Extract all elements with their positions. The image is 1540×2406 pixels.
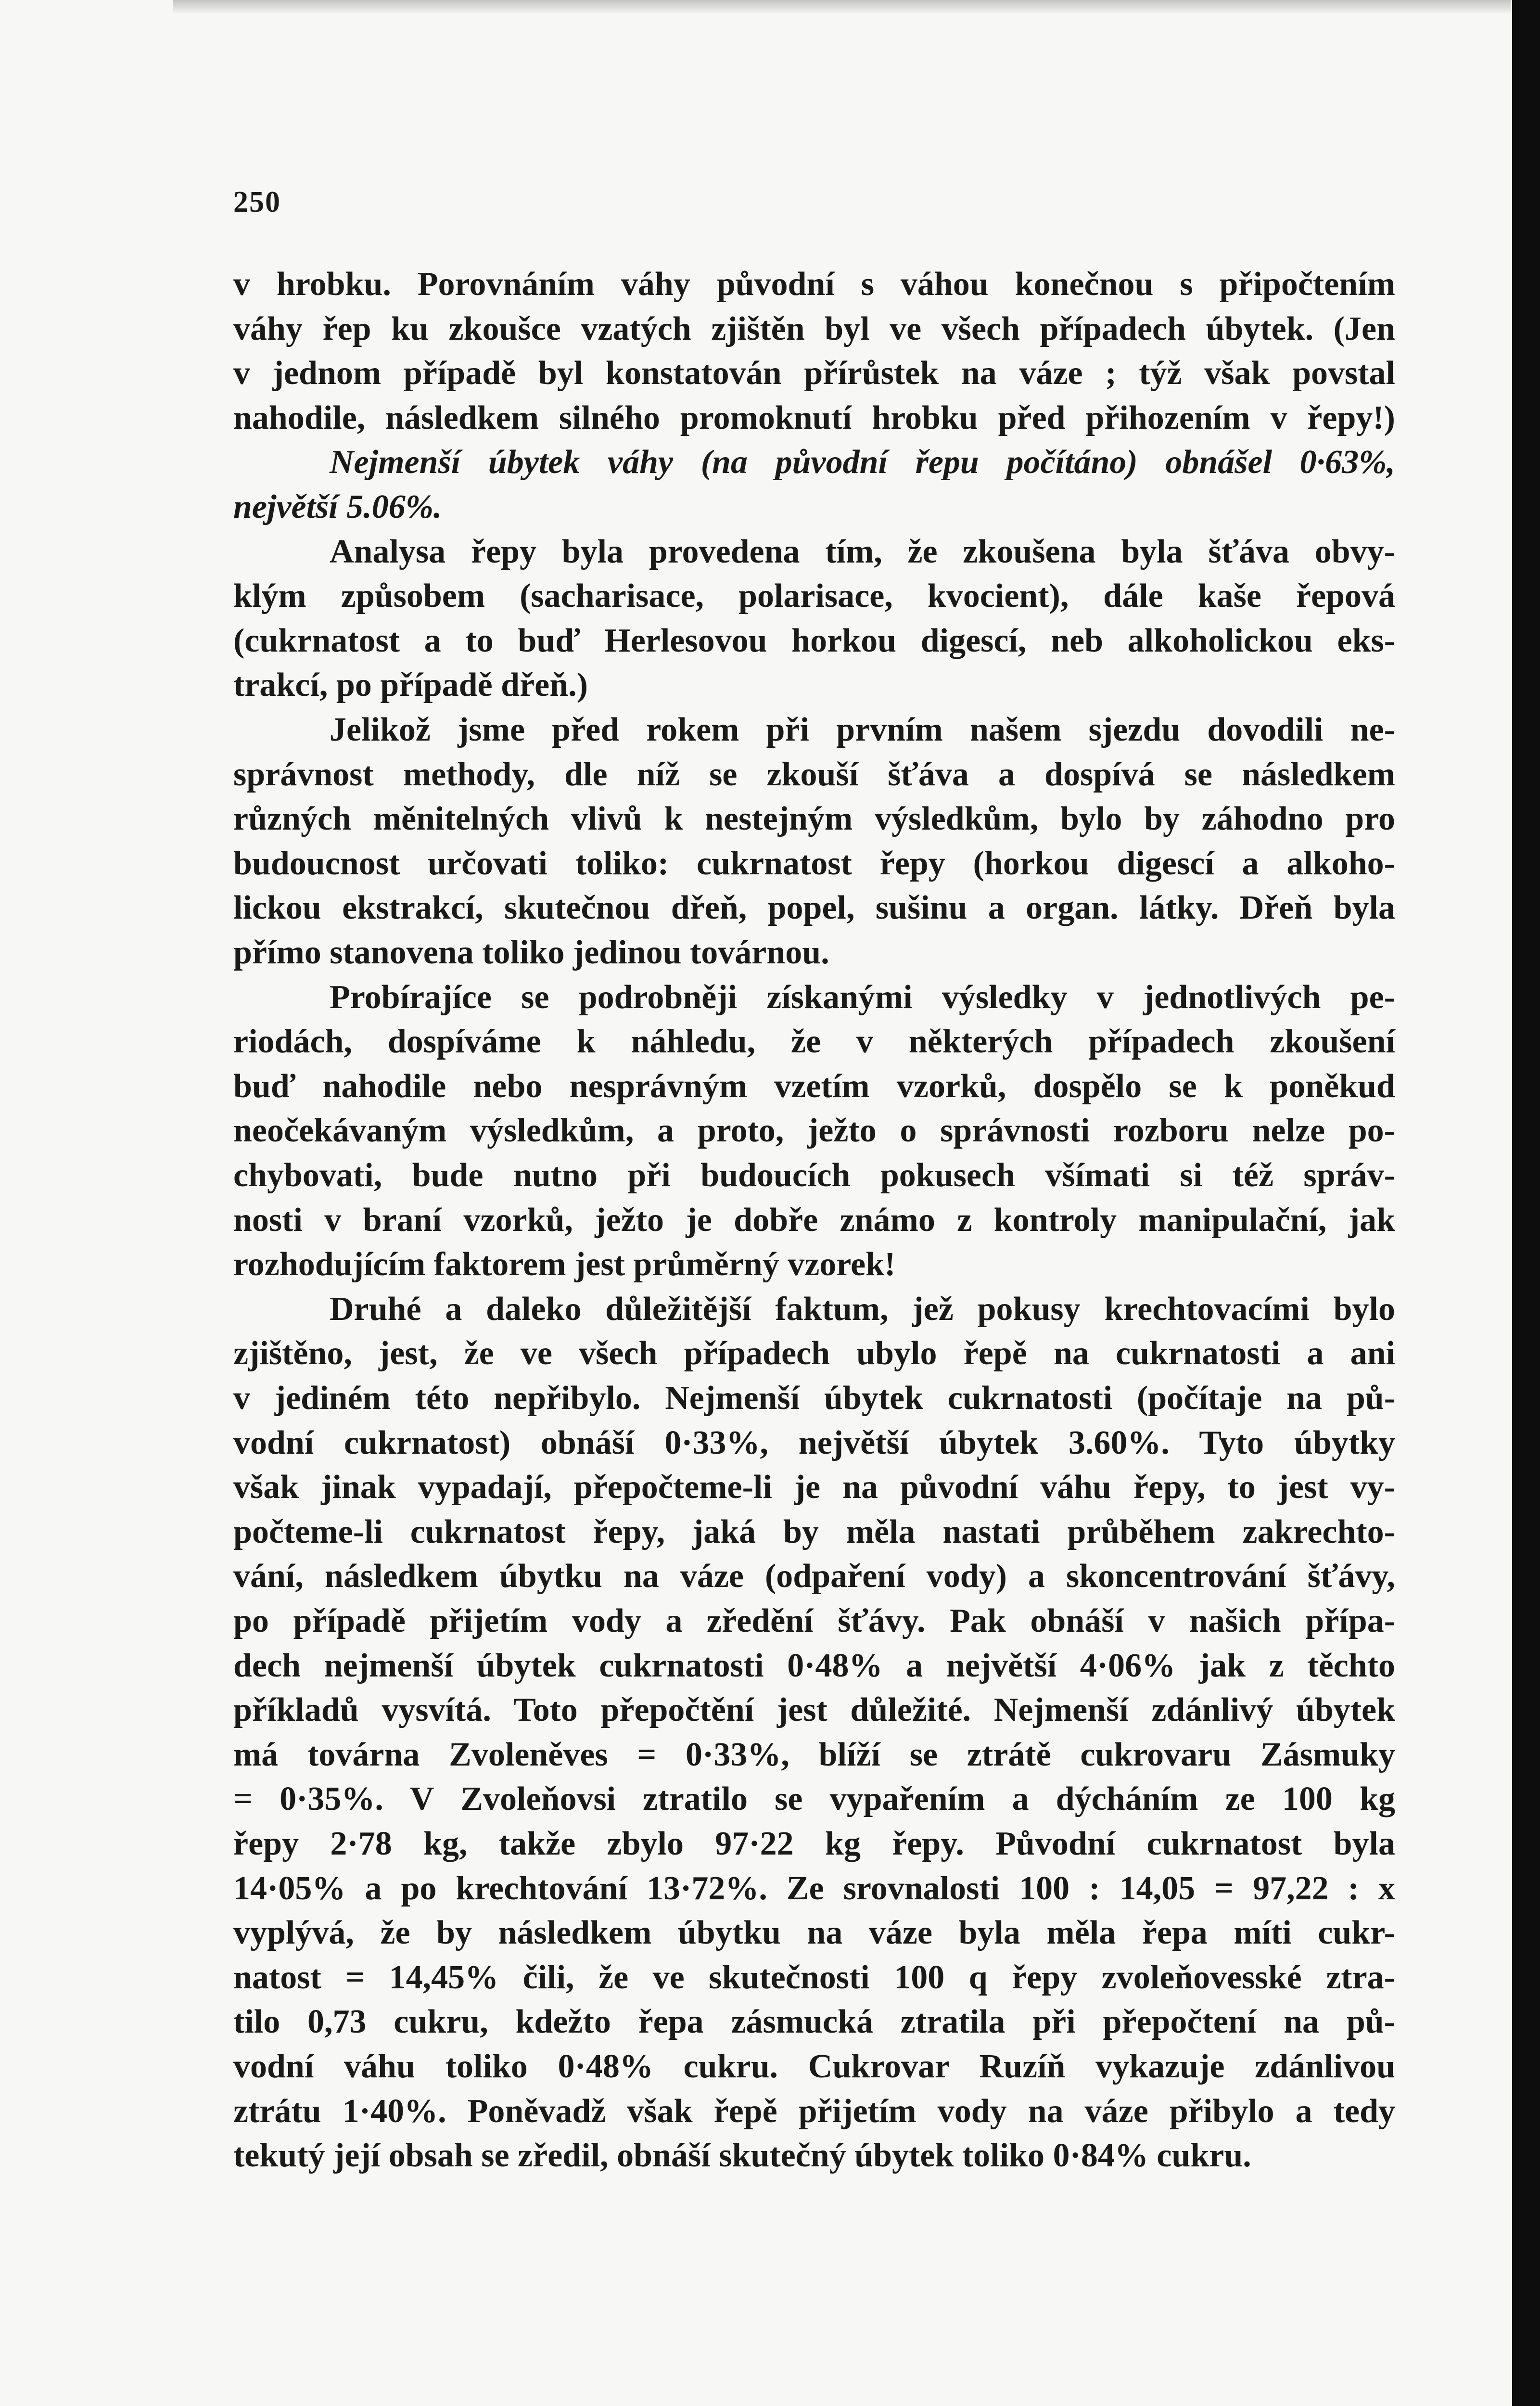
text-line: různých měnitelných vlivů k nestejným výsledkům, bylo by záhodno pro bbox=[233, 800, 1395, 837]
text-line: Analysa řepy byla provedena tím, že zkoušena byla šťáva obvy- bbox=[330, 533, 1395, 570]
text-line: dech nejmenší úbytek cukrnatosti 0·48% a největší 4·06% jak z těchto bbox=[233, 1647, 1395, 1684]
text-line: v jednom případě byl konstatován přírůstek na váze ; týž však povstal bbox=[233, 355, 1395, 392]
text-line: Nejmenší úbytek váhy (na původní řepu počítáno) obnášel 0·63%, bbox=[330, 444, 1395, 481]
text-line: = 0·35%. V Zvoleňovsi ztratilo se vypařením a dýcháním ze 100 kg bbox=[233, 1780, 1395, 1817]
text-line: počteme-li cukrnatost řepy, jaká by měla nastati průběhem zakrechto- bbox=[233, 1513, 1395, 1550]
text-line: však jinak vypadají, přepočteme-li je na původní váhu řepy, to jest vy- bbox=[233, 1469, 1395, 1506]
text-line: v jediném této nepřibylo. Nejmenší úbytek cukrnatosti (počítaje na pů- bbox=[233, 1380, 1395, 1417]
text-line: trakcí, po případě dřeň.) bbox=[233, 666, 588, 704]
text-line: Jelikož jsme před rokem při prvním našem sjezdu dovodili ne- bbox=[330, 711, 1395, 748]
text-line: rozhodujícím faktorem jest průměrný vzorek! bbox=[233, 1246, 896, 1283]
text-line: tilo 0,73 cukru, kdežto řepa zásmucká ztratila při přepočtení na pů- bbox=[233, 2003, 1395, 2040]
text-line: vyplývá, že by následkem úbytku na váze byla měla řepa míti cukr- bbox=[233, 1914, 1395, 1951]
text-line: riodách, dospíváme k náhledu, že v některých případech zkoušení bbox=[233, 1023, 1395, 1060]
scan-border bbox=[1512, 0, 1540, 2406]
text-line: nosti v braní vzorků, ježto je dobře známo z kontroly manipulační, jak bbox=[233, 1202, 1395, 1239]
text-line: přímo stanovena toliko jedinou továrnou. bbox=[233, 934, 829, 971]
text-line: nahodile, následkem silného promoknutí hrobku před přihozením v řepy!) bbox=[233, 399, 1395, 436]
text-line: 14·05% a po krechtování 13·72%. Ze srovnalosti 100 : 14,05 = 97,22 : x bbox=[233, 1870, 1395, 1907]
text-line: vodní cukrnatost) obnáší 0·33%, největší úbytek 3.60%. Tyto úbytky bbox=[233, 1424, 1395, 1461]
text-line: správnost methody, dle níž se zkouší šťáva a dospívá se následkem bbox=[233, 756, 1395, 793]
text-line: vání, následkem úbytku na váze (odpaření vody) a skoncentrování šťávy, bbox=[233, 1558, 1395, 1595]
text-line: největší 5.06%. bbox=[233, 488, 442, 525]
text-line: řepy 2·78 kg, takže zbylo 97·22 kg řepy. Původní cukrnatost byla bbox=[233, 1825, 1395, 1862]
text-line: buď nahodile nebo nesprávným vzetím vzorků, dospělo se k poněkud bbox=[233, 1068, 1395, 1105]
text-line: Probírajíce se podrobněji získanými výsledky v jednotlivých pe- bbox=[330, 979, 1395, 1016]
text-line: klým způsobem (sacharisace, polarisace, kvocient), dále kaše řepová bbox=[233, 577, 1395, 614]
text-line: budoucnost určovati toliko: cukrnatost řepy (horkou digescí a alkoho- bbox=[233, 845, 1395, 882]
text-line: (cukrnatost a to buď Herlesovou horkou digescí, neb alkoholickou eks- bbox=[233, 622, 1395, 659]
scan-shadow bbox=[173, 0, 1511, 14]
text-line: Druhé a daleko důležitější faktum, jež pokusy krechtovacími bylo bbox=[330, 1291, 1395, 1328]
text-line: váhy řep ku zkoušce vzatých zjištěn byl ve všech případech úbytek. (Jen bbox=[233, 310, 1395, 347]
page-number: 250 bbox=[233, 186, 281, 218]
text-line: příkladů vysvítá. Toto přepočtění jest důležité. Nejmenší zdánlivý úbytek bbox=[233, 1691, 1395, 1728]
text-line: tekutý její obsah se zředil, obnáší skutečný úbytek toliko 0·84% cukru. bbox=[233, 2137, 1251, 2174]
text-line: má továrna Zvoleněves = 0·33%, blíží se ztrátě cukrovaru Zásmuky bbox=[233, 1736, 1395, 1773]
text-line: neočekávaným výsledkům, a proto, ježto o správnosti rozboru nelze po- bbox=[233, 1112, 1395, 1149]
text-line: vodní váhu toliko 0·48% cukru. Cukrovar Ruzíň vykazuje zdánlivou bbox=[233, 2048, 1395, 2085]
text-line: natost = 14,45% čili, že ve skutečnosti 100 q řepy zvoleňovesské ztra- bbox=[233, 1959, 1395, 1996]
text-line: v hrobku. Porovnáním váhy původní s váhou konečnou s připočtením bbox=[233, 266, 1395, 303]
text-line: ztrátu 1·40%. Poněvadž však řepě přijetím vody na váze přibylo a tedy bbox=[233, 2093, 1395, 2130]
text-line: chybovati, bude nutno při budoucích pokusech všímati si též správ- bbox=[233, 1157, 1395, 1194]
text-line: zjištěno, jest, že ve všech případech ubylo řepě na cukrnatosti a ani bbox=[233, 1335, 1395, 1372]
text-line: po případě přijetím vody a zředění šťávy. Pak obnáší v našich přípa- bbox=[233, 1602, 1395, 1639]
text-line: lickou ekstrakcí, skutečnou dřeň, popel, sušinu a organ. látky. Dřeň byla bbox=[233, 889, 1395, 926]
